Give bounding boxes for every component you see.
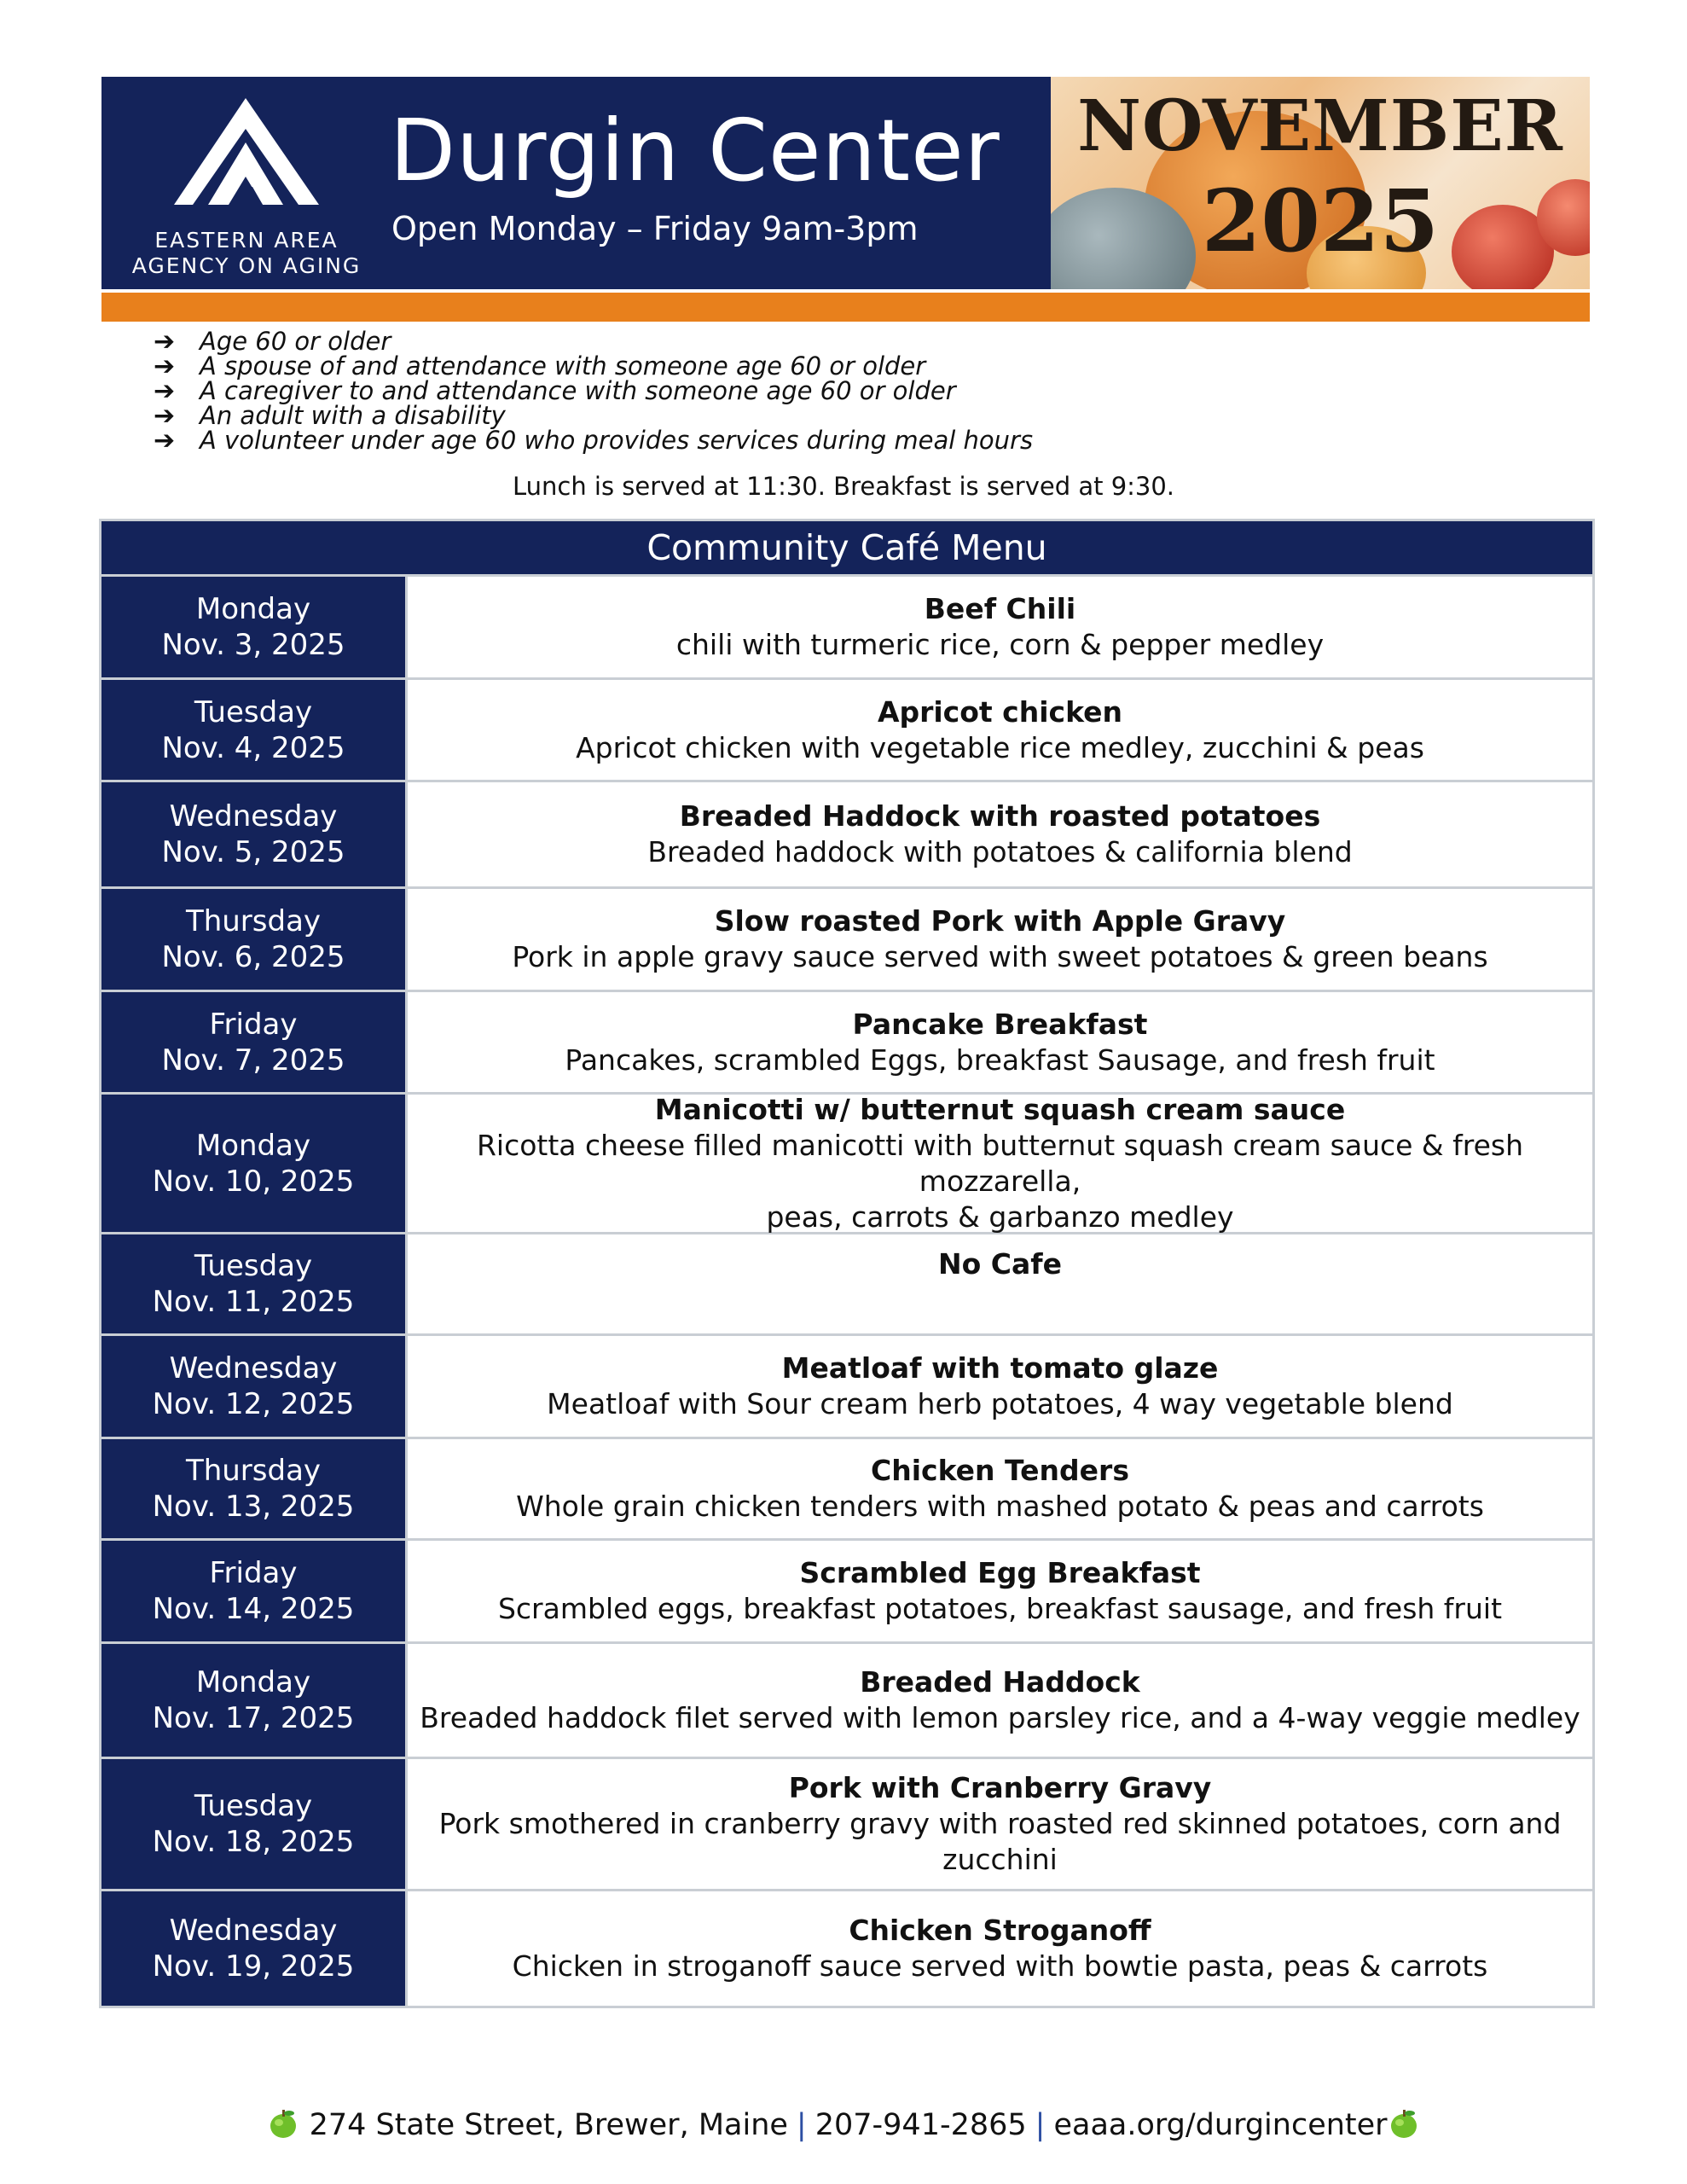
menu-row [101, 1234, 1592, 1333]
meal-name: No Cafe [937, 1247, 1062, 1281]
meal-cell [408, 1541, 1592, 1641]
meal-description: Chicken in stroganoff sauce served with bowtie pasta, peas & carrots [512, 1949, 1488, 1983]
date-cell: Wednesday Nov. 12, 2025 [101, 1336, 405, 1437]
meal-description: Pork smothered in cranberry gravy with roasted red skinned potatoes, corn and zucchini [438, 1807, 1562, 1876]
eligibility-item: ➔ A caregiver to and attendance with someone age 60 or older [154, 376, 956, 406]
meal-name: Meatloaf with tomato glaze [781, 1351, 1219, 1385]
menu-row [101, 889, 1592, 990]
menu-row [101, 1092, 1592, 1234]
month-label: NOVEMBER [1077, 85, 1563, 167]
menu-row [101, 680, 1592, 780]
meal-description: Whole grain chicken tenders with mashed potato & peas and carrots [516, 1490, 1484, 1523]
meal-name: Breaded Haddock [860, 1665, 1140, 1699]
eligibility-item: ➔ Age 60 or older [154, 327, 391, 357]
date-cell: Friday Nov. 7, 2025 [101, 992, 405, 1092]
org-name-line2: AGENCY ON AGING [131, 253, 362, 278]
date-cell: Tuesday Nov. 18, 2025 [101, 1759, 405, 1889]
meal-cell [408, 1439, 1592, 1538]
autumn-pumpkin-photo [1051, 77, 1590, 289]
date-cell: Monday Nov. 17, 2025 [101, 1644, 405, 1757]
meal-name: Chicken Stroganoff [849, 1914, 1151, 1947]
meal-name: Scrambled Egg Breakfast [799, 1556, 1201, 1589]
meal-cell [408, 992, 1592, 1092]
meal-description: Ricotta cheese filled manicotti with butternut squash cream sauce & fresh mozzarella, [476, 1128, 1524, 1198]
meal-cell [408, 889, 1592, 990]
meal-name: Manicotti w/ butternut squash cream sauce [654, 1092, 1346, 1126]
mountain-logo-icon [174, 98, 319, 205]
menu-row [101, 1759, 1592, 1889]
menu-row [101, 577, 1592, 677]
orange-divider-bar [101, 293, 1590, 322]
meal-name: Chicken Tenders [871, 1454, 1129, 1487]
meal-cell [408, 680, 1592, 780]
date-cell: Monday Nov. 3, 2025 [101, 577, 405, 677]
date-cell: Wednesday Nov. 19, 2025 [101, 1891, 405, 2006]
meal-description: Pork in apple gravy sauce served with sweet potatoes & green beans [512, 940, 1488, 973]
date-cell: Tuesday Nov. 4, 2025 [101, 680, 405, 780]
footer-separator: | [796, 2108, 807, 2142]
menu-row [101, 782, 1592, 886]
year-label: 2025 [1201, 171, 1440, 271]
menu-row [101, 1541, 1592, 1641]
date-cell: Tuesday Nov. 11, 2025 [101, 1234, 405, 1333]
org-name-line1: EASTERN AREA [154, 228, 339, 253]
meal-cell [408, 782, 1592, 886]
meal-name: Beef Chili [924, 592, 1076, 625]
meal-name: Slow roasted Pork with Apple Gravy [714, 904, 1286, 938]
date-cell: Thursday Nov. 13, 2025 [101, 1439, 405, 1538]
eligibility-item: ➔ An adult with a disability [154, 401, 506, 431]
eligibility-list [154, 327, 1034, 456]
meal-cell [408, 577, 1592, 677]
center-title: Durgin Center [390, 101, 1000, 200]
green-apple-icon [267, 2107, 299, 2140]
menu-title: Community Café Menu [101, 521, 1592, 574]
arrow-right-icon: ➔ [154, 327, 176, 357]
eligibility-item: ➔ A spouse of and attendance with someone age 60 or older [154, 351, 926, 381]
meal-cell [408, 1891, 1592, 2006]
date-cell: Friday Nov. 14, 2025 [101, 1541, 405, 1641]
meal-cell [408, 1336, 1592, 1437]
arrow-right-icon: ➔ [154, 376, 176, 406]
meal-cell [408, 1092, 1592, 1234]
date-cell: Thursday Nov. 6, 2025 [101, 889, 405, 990]
menu-row [101, 1644, 1592, 1757]
center-hours: Open Monday – Friday 9am-3pm [391, 210, 919, 247]
meal-description: chili with turmeric rice, corn & pepper medley [675, 628, 1325, 661]
meal-description: Breaded haddock filet served with lemon parsley rice, and a 4-way veggie medley [420, 1701, 1580, 1734]
header-banner [101, 77, 1590, 289]
meal-cell [408, 1644, 1592, 1757]
footer-website-link[interactable]: eaaa.org/durgincenter [1053, 2108, 1388, 2142]
meal-description: Breaded haddock with potatoes & california blend [647, 835, 1353, 868]
agency-logo [123, 98, 370, 278]
menu-row [101, 1336, 1592, 1437]
arrow-right-icon: ➔ [154, 426, 176, 456]
meal-name: Pancake Breakfast [852, 1007, 1148, 1041]
meal-name: Breaded Haddock with roasted potatoes [679, 799, 1321, 833]
meal-name: Pork with Cranberry Gravy [788, 1771, 1212, 1804]
eligibility-item: ➔ A volunteer under age 60 who provides services during meal hours [154, 426, 1034, 456]
meal-description: Meatloaf with Sour cream herb potatoes, 4 way vegetable blend [547, 1387, 1453, 1420]
arrow-right-icon: ➔ [154, 351, 176, 381]
meal-description: Pancakes, scrambled Eggs, breakfast Sausage, and fresh fruit [565, 1043, 1435, 1077]
green-apple-icon [1388, 2107, 1420, 2140]
date-cell: Wednesday Nov. 5, 2025 [101, 782, 405, 886]
meal-cell [408, 1759, 1592, 1889]
meal-description-line2: peas, carrots & garbanzo medley [766, 1199, 1234, 1234]
arrow-right-icon: ➔ [154, 401, 176, 431]
meal-cell [408, 1234, 1592, 1333]
footer-contact [0, 2107, 1687, 2142]
serve-times: Lunch is served at 11:30. Breakfast is served at 9:30. [512, 472, 1175, 501]
menu-row [101, 992, 1592, 1092]
footer-phone[interactable]: 207-941-2865 [815, 2108, 1027, 2142]
menu-row [101, 1891, 1592, 2006]
meal-name: Apricot chicken [877, 694, 1123, 729]
menu-row [101, 1439, 1592, 1538]
menu-table [99, 519, 1595, 2008]
footer-address: 274 State Street, Brewer, Maine [309, 2108, 788, 2142]
date-cell: Monday Nov. 10, 2025 [101, 1095, 405, 1232]
footer-separator: | [1035, 2108, 1046, 2142]
meal-description: Scrambled eggs, breakfast potatoes, breakfast sausage, and fresh fruit [497, 1592, 1503, 1625]
meal-description: Apricot chicken with vegetable rice medley, zucchini & peas [576, 730, 1424, 764]
